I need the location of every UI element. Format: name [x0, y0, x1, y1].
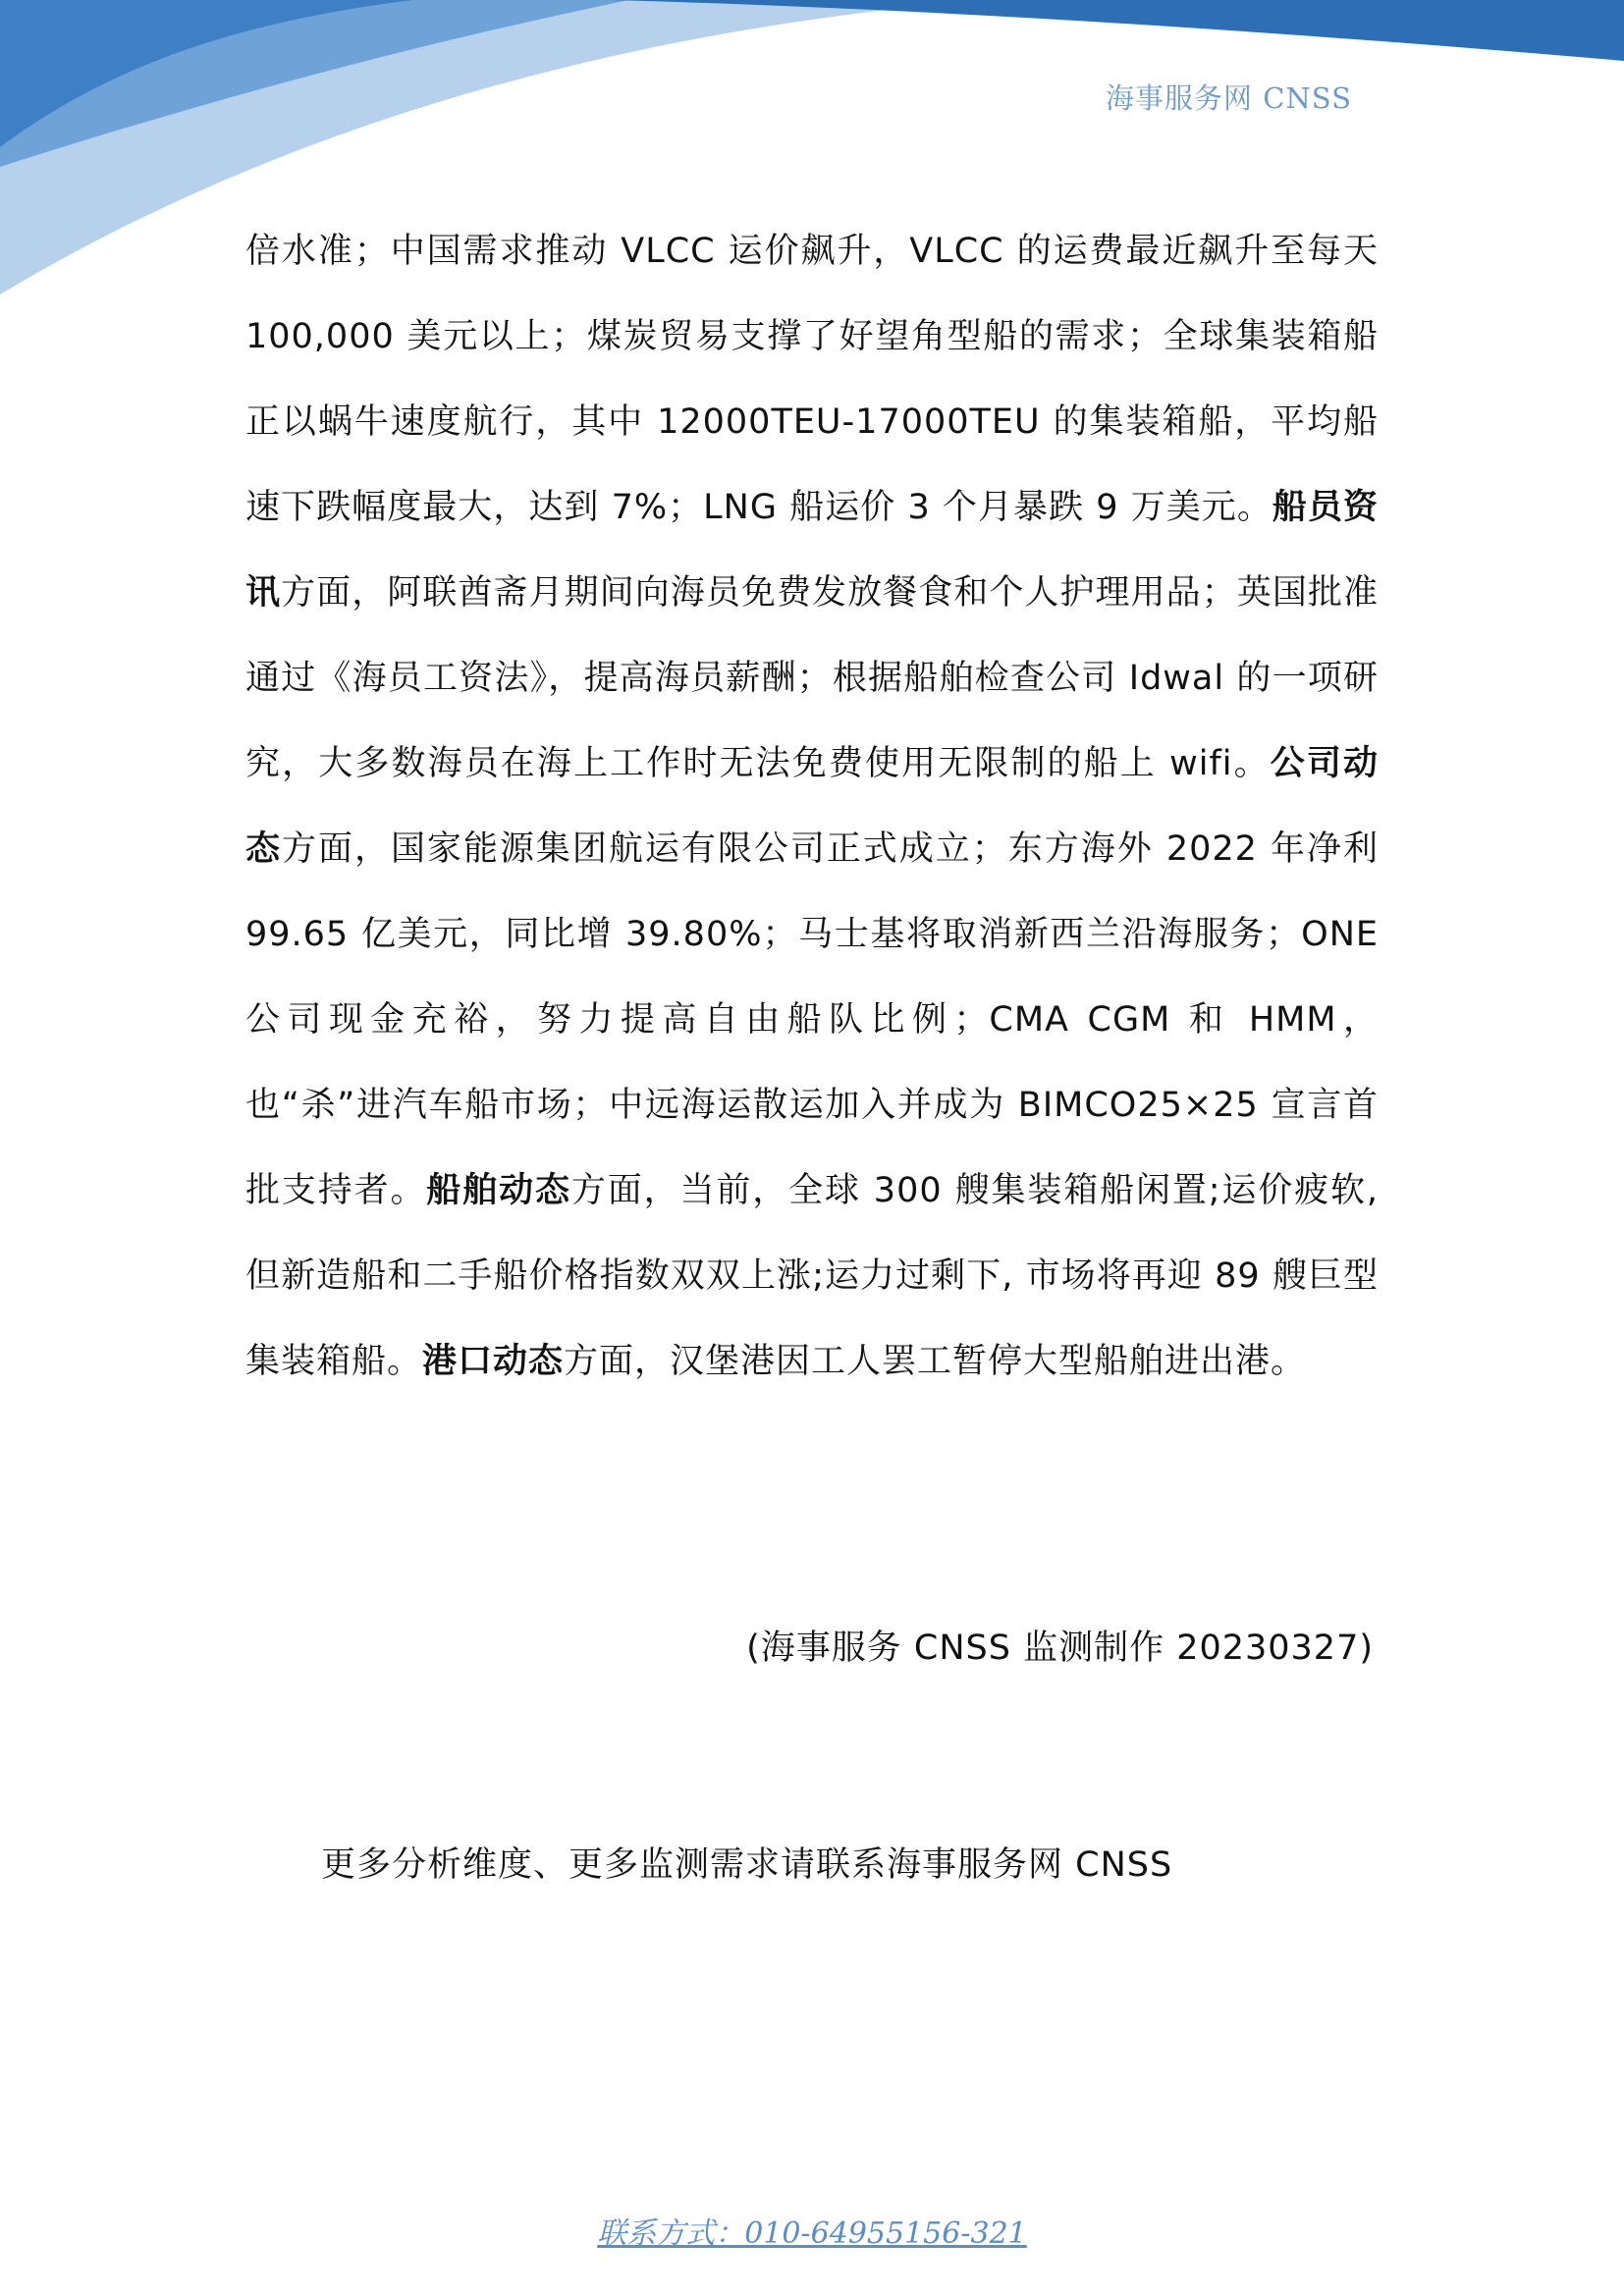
more-info-note: 更多分析维度、更多监测需求请联系海事服务网 CNSS: [321, 1845, 1173, 1885]
contact-link[interactable]: 联系方式：010-64955156-321: [597, 2216, 1027, 2251]
site-label: 海事服务网 CNSS: [1105, 81, 1352, 115]
paragraph-ship-news: 方面，当前，全球 300 艘集装箱船闲置;运价疲软,但新造船和二手船价格指数双双上涨;运力过剩下, 市场将再迎 89 艘巨型集装箱船。: [245, 1171, 1379, 1381]
heading-company-news: 公司动态: [245, 744, 1379, 869]
heading-ship-news: 船舶动态: [426, 1171, 571, 1210]
paragraph-company-news: 方面，国家能源集团航运有限公司正式成立；东方海外 2022 年净利 99.65 亿美元，同比增 39.80%；马士基将取消新西兰沿海服务；ONE 公司现金充裕，努力提高自由船队比例；CMA CGM 和 HMM，也“杀”进汽车船市场；中远海运散运加入并成为 BIMCO25×25 宣言首批支持者。: [245, 829, 1380, 1210]
paragraph-crew-news: 方面，阿联酋斋月期间向海员免费发放餐食和个人护理用品；英国批准通过《海员工资法》，提高海员薪酬；根据船舶检查公司 Idwal 的一项研究，大多数海员在海上工作时无法免费使用无限制的船上 wifi。: [245, 573, 1379, 783]
heading-port-news: 港口动态: [422, 1342, 565, 1381]
signature: (海事服务 CNSS 监测制作 20230327): [746, 1629, 1374, 1668]
paragraph-port-news: 方面，汉堡港因工人罢工暂停大型船舶进出港。: [564, 1342, 1307, 1381]
body-text: [245, 209, 1379, 1405]
heading-crew-news: 船员资讯: [245, 488, 1379, 613]
paragraph-shipping-market: 倍水准；中国需求推动 VLCC 运价飙升，VLCC 的运费最近飙升至每天 100,000 美元以上；煤炭贸易支撑了好望角型船的需求；全球集装箱船正以蜗牛速度航行，其中 12000TEU-17000TEU 的集装箱船，平均船速下跌幅度最大，达到 7%；LNG 船运价 3 个月暴跌 9 万美元。: [245, 232, 1379, 527]
